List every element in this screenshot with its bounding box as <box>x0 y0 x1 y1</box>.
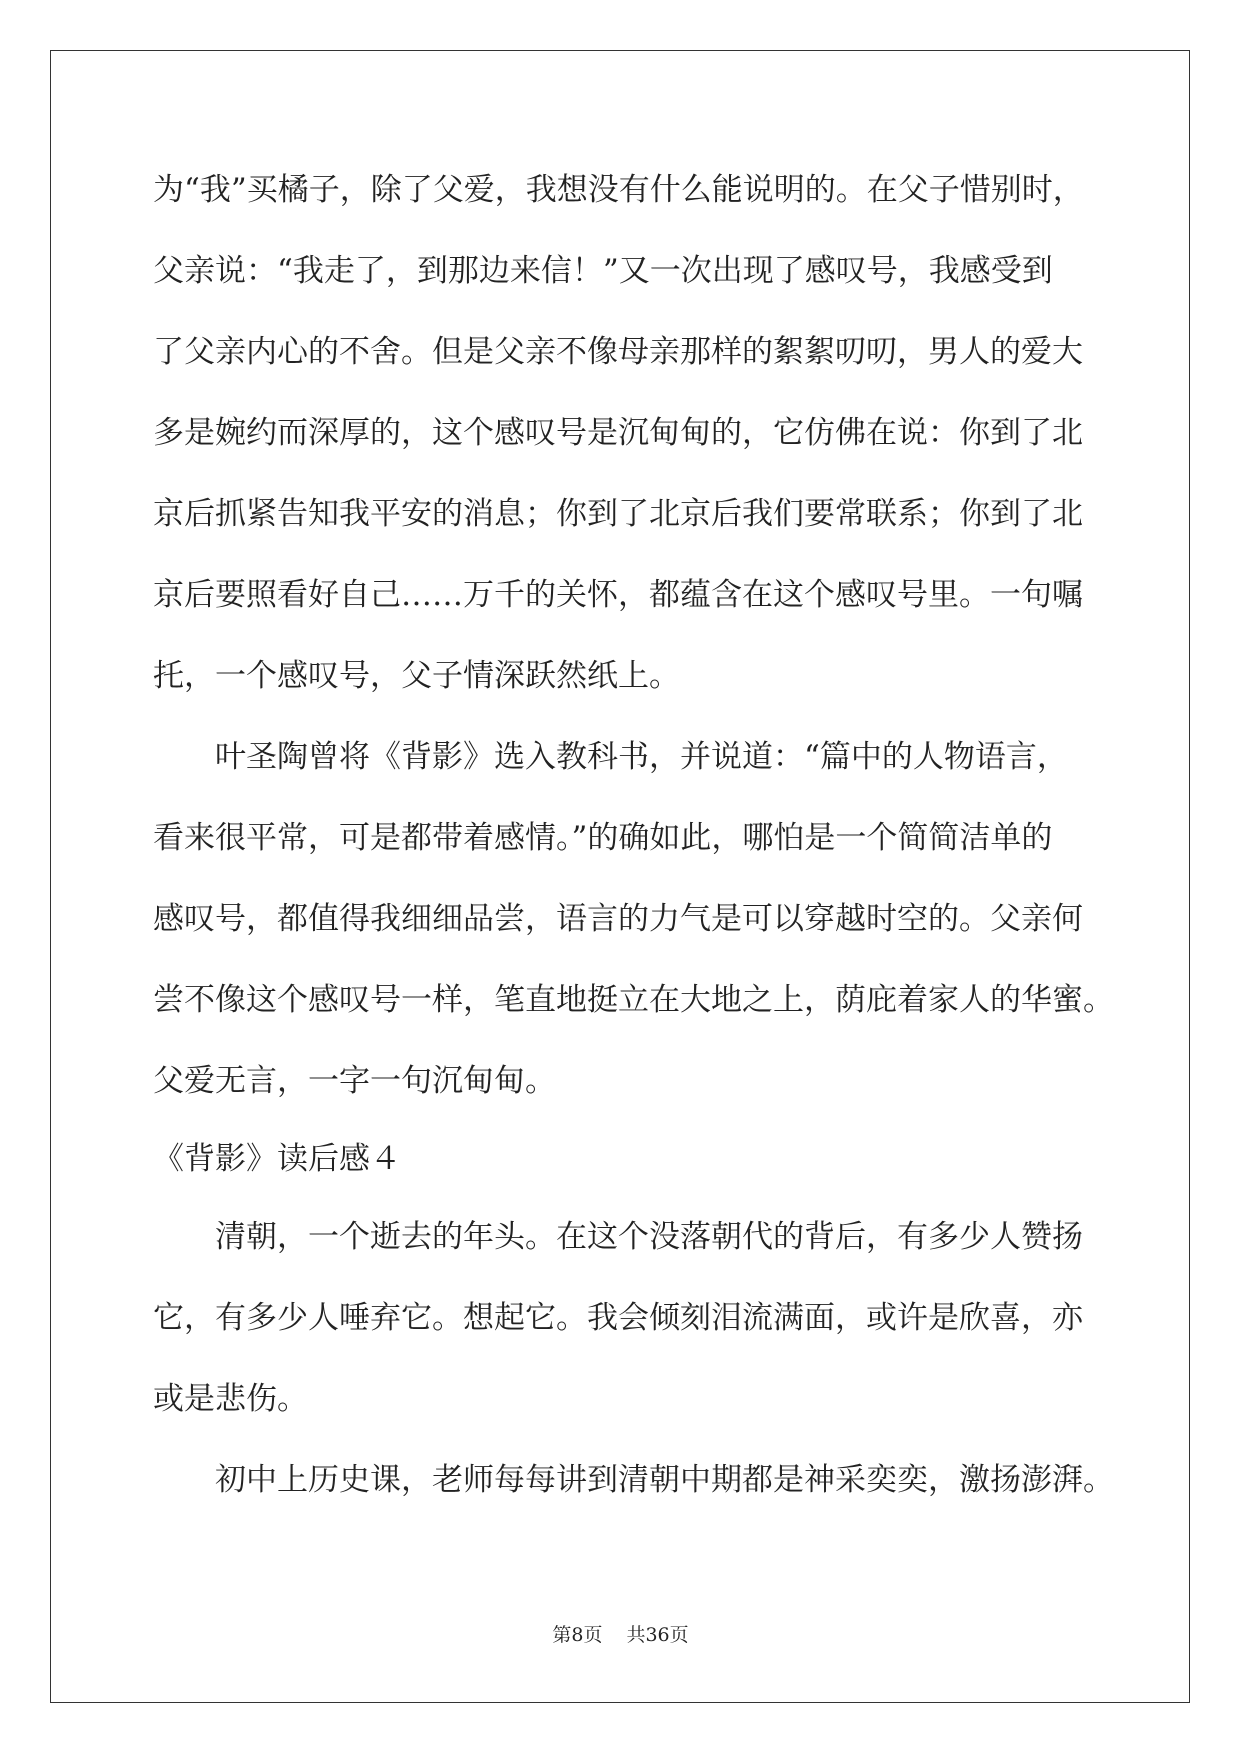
paragraph-line: 多是婉约而深厚的，这个感叹号是沉甸甸的，它仿佛在说：你到了北 <box>153 415 1083 451</box>
paragraph-line: 了父亲内心的不舍。但是父亲不像母亲那样的絮絮叨叨，男人的爱大 <box>153 334 1083 370</box>
section-heading: 《背影》读后感４ <box>153 1141 401 1177</box>
paragraph-line: 尝不像这个感叹号一样，笔直地挺立在大地之上，荫庇着家人的华蜜。 <box>153 982 1114 1018</box>
paragraph-line: 它，有多少人唾弃它。想起它。我会倾刻泪流满面，或许是欣喜，亦 <box>153 1300 1083 1336</box>
paragraph-line: 感叹号，都值得我细细品尝，语言的力气是可以穿越时空的。父亲何 <box>153 901 1083 937</box>
page-footer <box>0 1620 1241 1647</box>
paragraph-line: 看来很平常，可是都带着感情。”的确如此，哪怕是一个简简洁单的 <box>153 820 1053 856</box>
paragraph-line: 或是悲伤。 <box>153 1381 308 1417</box>
paragraph-line: 京后要照看好自己……万千的关怀，都蕴含在这个感叹号里。一句嘱 <box>153 577 1083 613</box>
paragraph-line: 为“我”买橘子，除了父爱，我想没有什么能说明的。在父子惜别时， <box>153 172 1084 208</box>
paragraph-line: 托，一个感叹号，父子情深跃然纸上。 <box>153 658 680 694</box>
document-body <box>153 150 1113 1521</box>
paragraph-line: 父亲说：“我走了，到那边来信！”又一次出现了感叹号，我感受到 <box>153 253 1053 289</box>
paragraph-line: 清朝，一个逝去的年头。在这个没落朝代的背后，有多少人赞扬 <box>215 1219 1083 1255</box>
paragraph-line: 叶圣陶曾将《背影》选入教科书，并说道：“篇中的人物语言， <box>215 739 1068 775</box>
paragraph-line: 初中上历史课，老师每每讲到清朝中期都是神采奕奕，激扬澎湃。 <box>215 1462 1114 1498</box>
paragraph-line: 父爱无言，一字一句沉甸甸。 <box>153 1063 556 1099</box>
paragraph-line: 京后抓紧告知我平安的消息；你到了北京后我们要常联系；你到了北 <box>153 496 1083 532</box>
page-number: 第8页 <box>552 1624 603 1646</box>
page-total: 共36页 <box>626 1624 689 1646</box>
